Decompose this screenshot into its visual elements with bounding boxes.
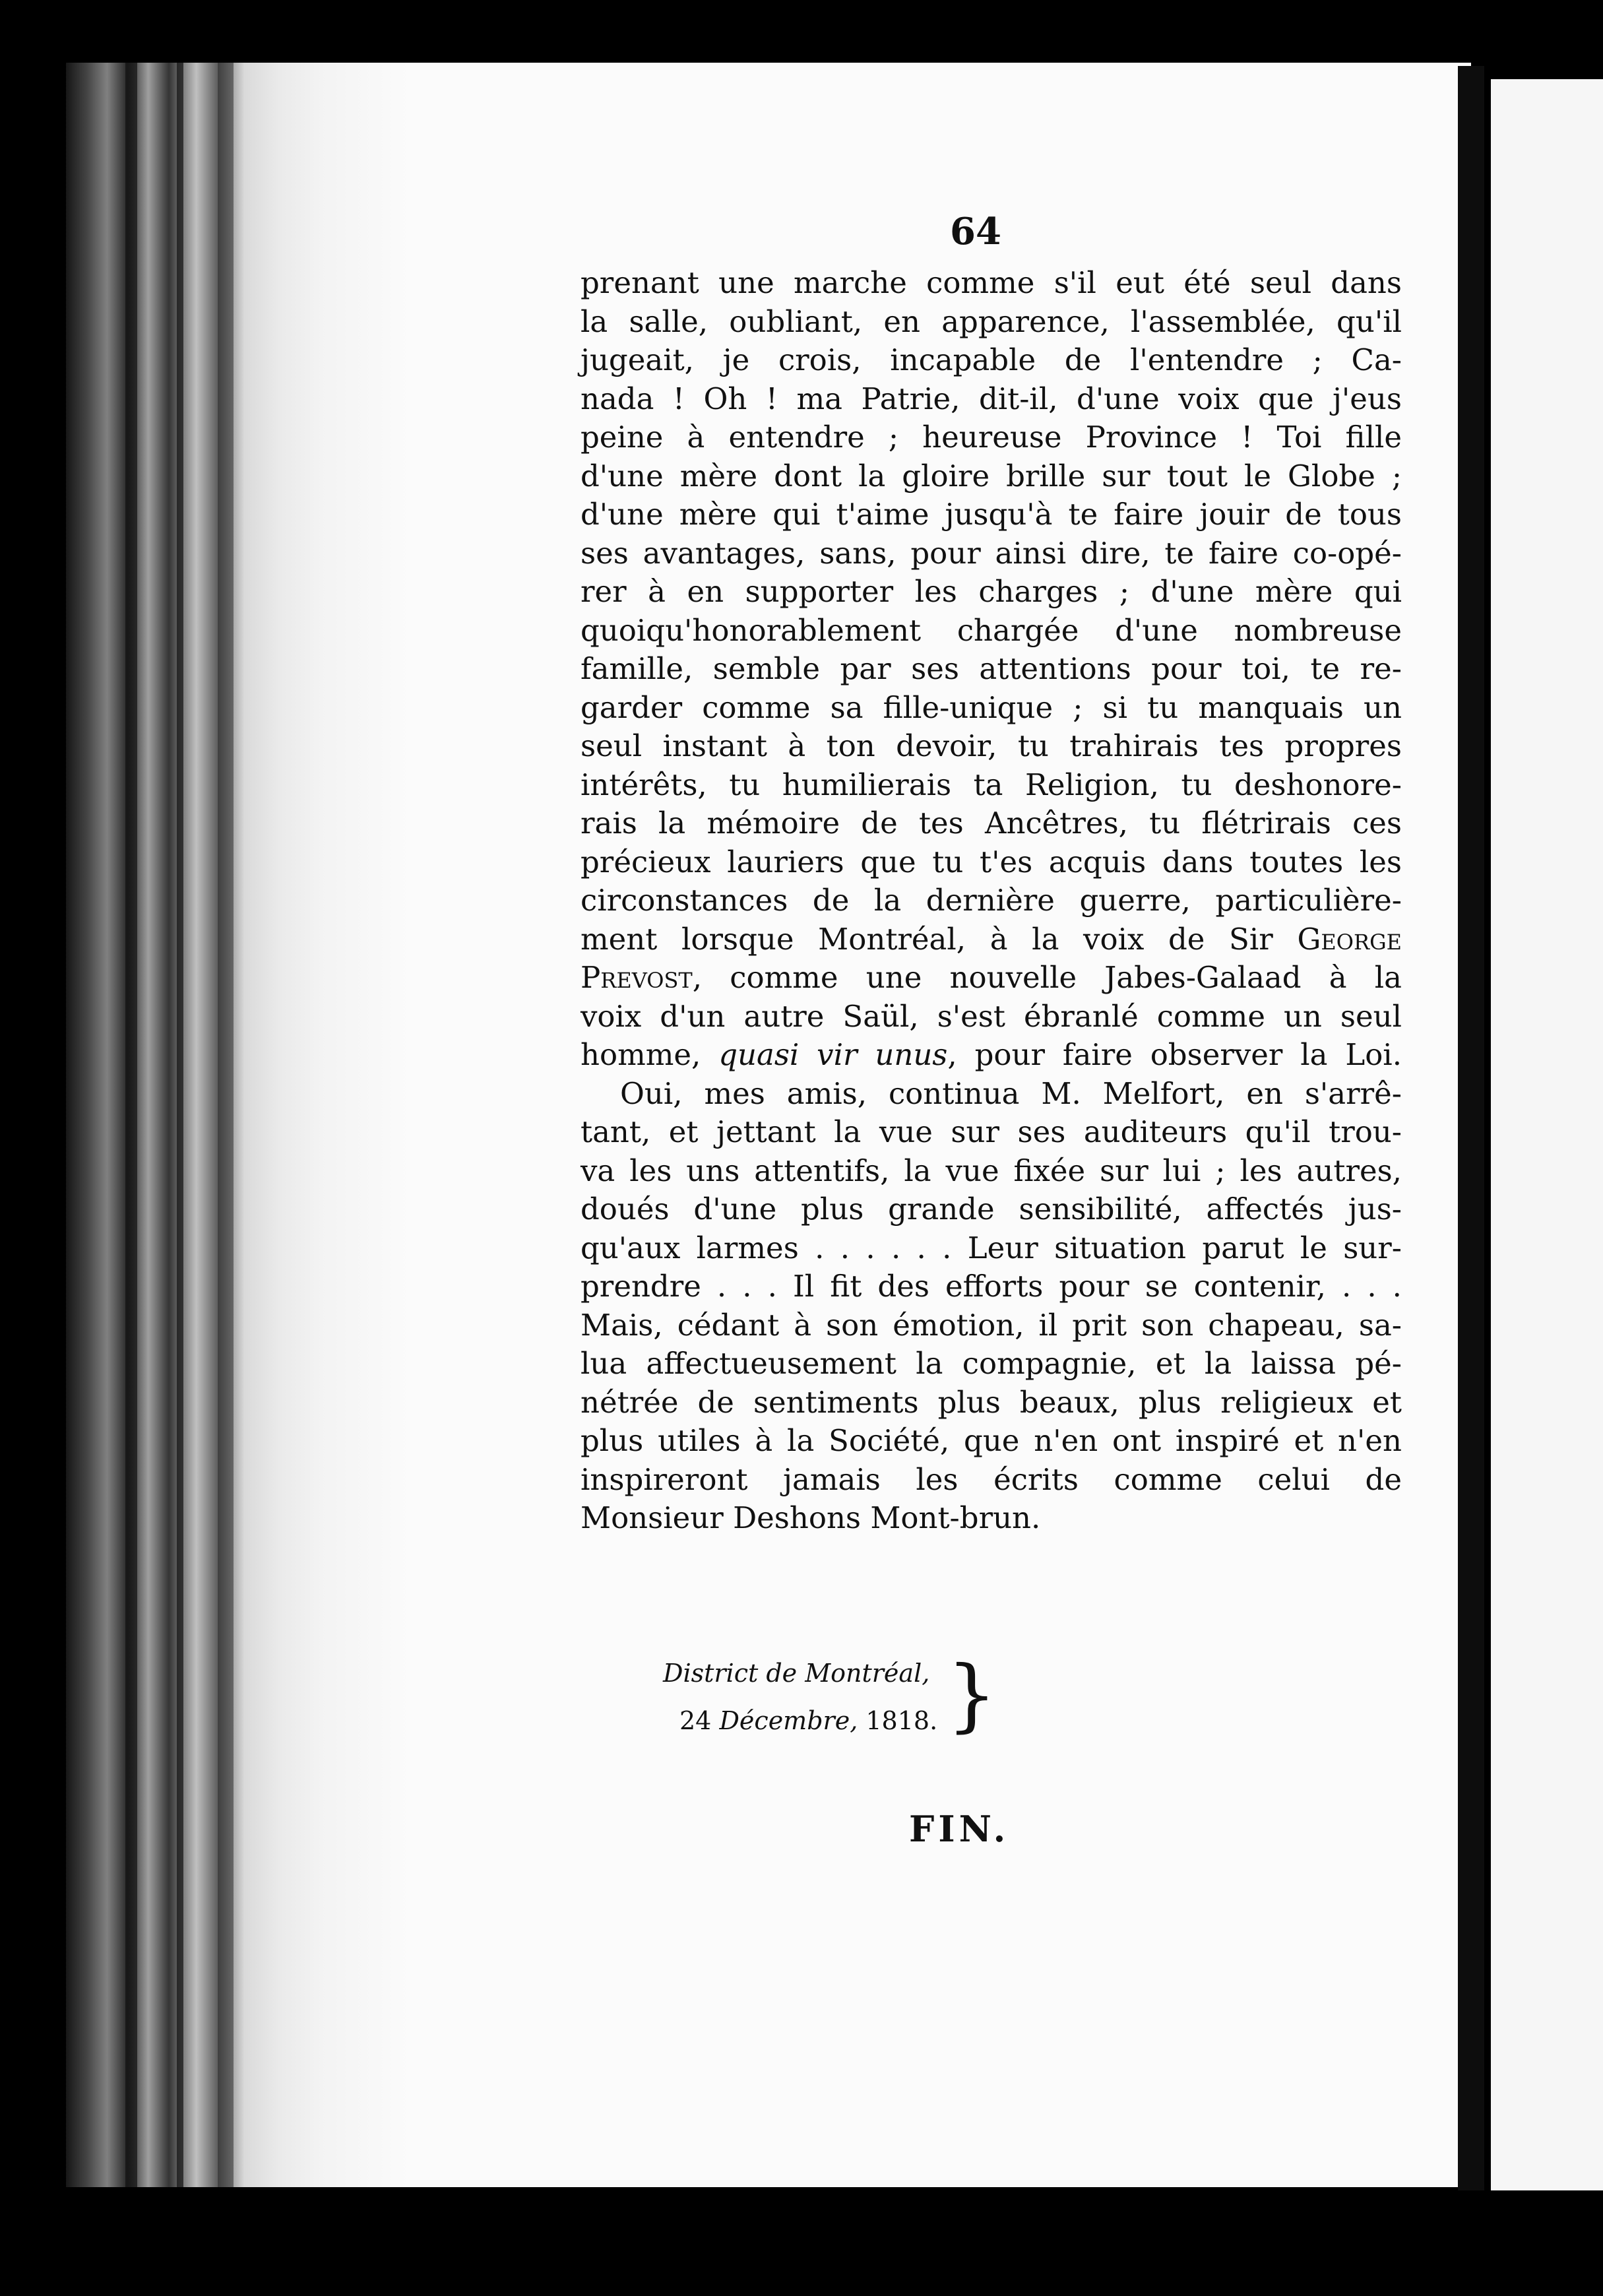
- name-george: George: [1297, 921, 1402, 957]
- text-line: seul instant à ton devoir, tu trahirais tes propres: [581, 728, 1402, 763]
- text-line: d'une mère qui t'aime jusqu'à te faire jouir de tous: [581, 497, 1402, 532]
- paragraph-start-line: Oui, mes amis, continua M. Melfort, en s'arrê-: [620, 1075, 1402, 1111]
- text-line: circonstances de la dernière guerre, particulière-: [581, 883, 1402, 918]
- text-line: doués d'une plus grande sensibilité, affectés jus-: [581, 1192, 1402, 1227]
- date-day: 24: [679, 1706, 712, 1735]
- text-line: famille, semble par ses attentions pour toi, te re-: [581, 651, 1402, 686]
- text-line: Mais, cédant à son émotion, il prit son chapeau, sa-: [581, 1307, 1402, 1343]
- body-text: [581, 264, 1402, 1538]
- page-right-edge: [1458, 66, 1484, 2190]
- text-line: [581, 1036, 1402, 1075]
- text-fragment: , comme une nouvelle Jabes-Galaad à la: [692, 960, 1402, 995]
- text-line: nétrée de sentiments plus beaux, plus religieux et: [581, 1384, 1402, 1420]
- text-line: ses avantages, sans, pour ainsi dire, te faire co-opé-: [581, 535, 1402, 571]
- binding-streak: [177, 63, 183, 2187]
- text-line: [581, 920, 1402, 959]
- binding-streak: [218, 63, 234, 2187]
- text-line: précieux lauriers que tu t'es acquis dans toutes les: [581, 844, 1402, 879]
- signature-block: [663, 1649, 937, 1744]
- text-line: rais la mémoire de tes Ancêtres, tu flétrirais ces: [581, 806, 1402, 841]
- latin-phrase: quasi vir unus: [718, 1037, 948, 1072]
- text-fragment: , pour faire observer la Loi.: [947, 1037, 1402, 1072]
- text-line: garder comme sa fille-unique ; si tu manquais un: [581, 689, 1402, 725]
- signature-date: [663, 1697, 937, 1744]
- text-line: qu'aux larmes . . . . . . Leur situation parut le sur-: [581, 1230, 1402, 1265]
- text-line: lua affectueusement la compagnie, et la laissa pé-: [581, 1346, 1402, 1381]
- text-line: [581, 959, 1402, 998]
- text-line: rer à en supporter les charges ; d'une mère qui: [581, 574, 1402, 609]
- name-prevost: Prevost: [581, 960, 693, 995]
- text-line: jugeait, je crois, incapable de l'entendre ; Ca-: [581, 342, 1402, 377]
- text-line: d'une mère dont la gloire brille sur tout le Globe ;: [581, 458, 1402, 494]
- text-line: peine à entendre ; heureuse Province ! Toi fille: [581, 420, 1402, 455]
- text-line: voix d'un autre Saül, s'est ébranlé comme un seul: [581, 998, 1402, 1034]
- text-line: inspireront jamais les écrits comme celui de: [581, 1461, 1402, 1497]
- text-fragment: homme,: [581, 1037, 719, 1072]
- text-line: nada ! Oh ! ma Patrie, dit-il, d'une voix que j'eus: [581, 381, 1402, 416]
- text-fragment: ment lorsque Montréal, à la voix de Sir: [581, 921, 1298, 957]
- text-line: quoiqu'honorablement chargée d'une nombreuse: [581, 612, 1402, 648]
- text-line: plus utiles à la Société, que n'en ont inspiré et n'en: [581, 1423, 1402, 1458]
- date-year: 1818.: [865, 1706, 938, 1735]
- adjacent-page-sliver: [1491, 79, 1603, 2190]
- text-line-last: Monsieur Deshons Mont-brun.: [581, 1500, 1041, 1535]
- text-line: prenant une marche comme s'il eut été seul dans: [581, 265, 1402, 300]
- fin-label: FIN.: [909, 1808, 1010, 1850]
- text-line: va les uns attentifs, la vue fixée sur lui ; les autres,: [581, 1153, 1402, 1188]
- page-binding-shadow: [66, 63, 409, 2187]
- text-line: la salle, oubliant, en apparence, l'assemblée, qu'il: [581, 303, 1402, 339]
- text-line: tant, et jettant la vue sur ses auditeurs qu'il trou-: [581, 1114, 1402, 1149]
- page-number: 64: [950, 210, 1001, 253]
- curly-brace-icon: }: [947, 1649, 997, 1741]
- signature-place: District de Montréal,: [663, 1659, 930, 1688]
- text-line: prendre . . . Il fit des efforts pour se contenir, . . .: [581, 1269, 1402, 1304]
- binding-streak: [125, 63, 137, 2187]
- date-month: Décembre,: [719, 1706, 858, 1735]
- text-line: intérêts, tu humilierais ta Religion, tu deshonore-: [581, 767, 1402, 802]
